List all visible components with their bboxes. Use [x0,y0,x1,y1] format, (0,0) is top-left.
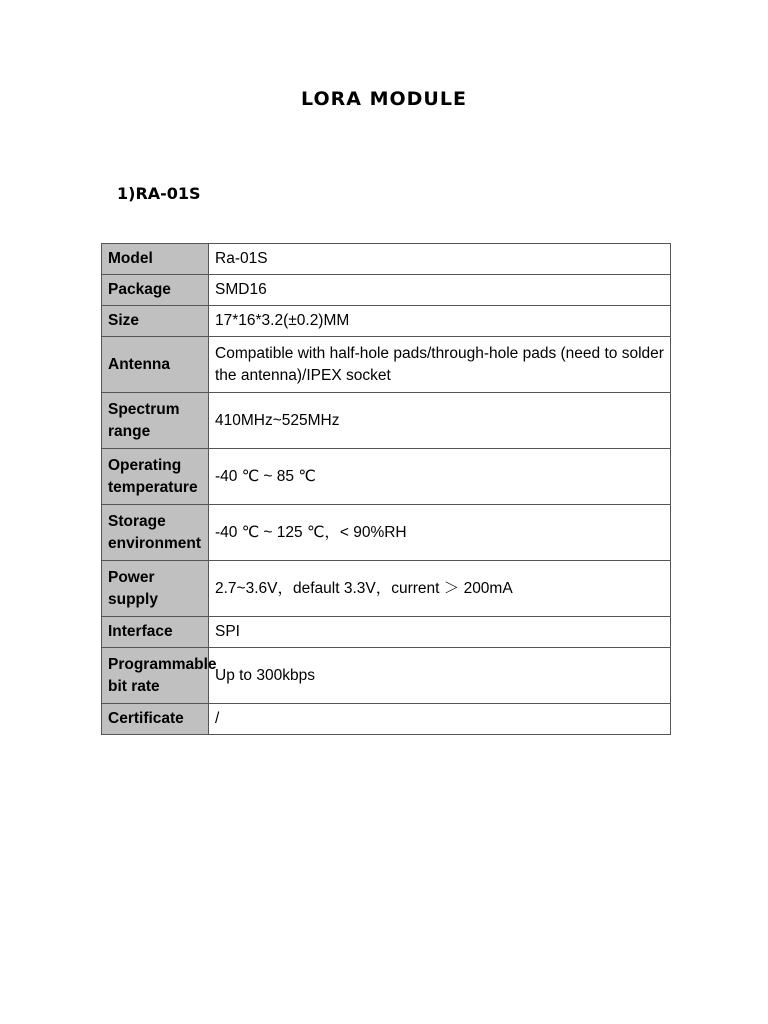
row-value: 410MHz~525MHz [209,393,671,449]
table-row-certificate [102,704,671,735]
table-row-antenna [102,337,671,393]
row-label: Power supply [102,561,209,617]
row-label: Interface [102,617,209,648]
row-value: Ra-01S [209,244,671,275]
row-value: 17*16*3.2(±0.2)MM [209,306,671,337]
row-value: -40 ℃ ~ 85 ℃ [209,449,671,505]
table-row-model [102,244,671,275]
row-value: SPI [209,617,671,648]
table-row-storage-environment [102,505,671,561]
row-value: Compatible with half-hole pads/through-hole pads (need to solder the antenna)/IPEX socket [209,337,671,393]
row-label: Model [102,244,209,275]
row-value: SMD16 [209,275,671,306]
row-value: / [209,704,671,735]
row-label: Certificate [102,704,209,735]
page-title: LORA MODULE [301,88,467,110]
spec-table [101,243,671,735]
row-value: Up to 300kbps [209,648,671,704]
row-label: Operating temperature [102,449,209,505]
table-row-power-supply [102,561,671,617]
table-row-package [102,275,671,306]
section-heading: 1)RA-01S [117,184,201,203]
row-label: Storage environment [102,505,209,561]
row-value: 2.7~3.6V，default 3.3V，current ＞ 200mA [209,561,671,617]
table-row-size [102,306,671,337]
row-label: Spectrum range [102,393,209,449]
row-label: Programmable bit rate [102,648,209,704]
table-row-programmable-bit-rate [102,648,671,704]
row-label: Size [102,306,209,337]
table-row-operating-temperature [102,449,671,505]
table-row-interface [102,617,671,648]
row-label: Antenna [102,337,209,393]
row-label: Package [102,275,209,306]
row-value: -40 ℃ ~ 125 ℃，< 90%RH [209,505,671,561]
table-row-spectrum-range [102,393,671,449]
